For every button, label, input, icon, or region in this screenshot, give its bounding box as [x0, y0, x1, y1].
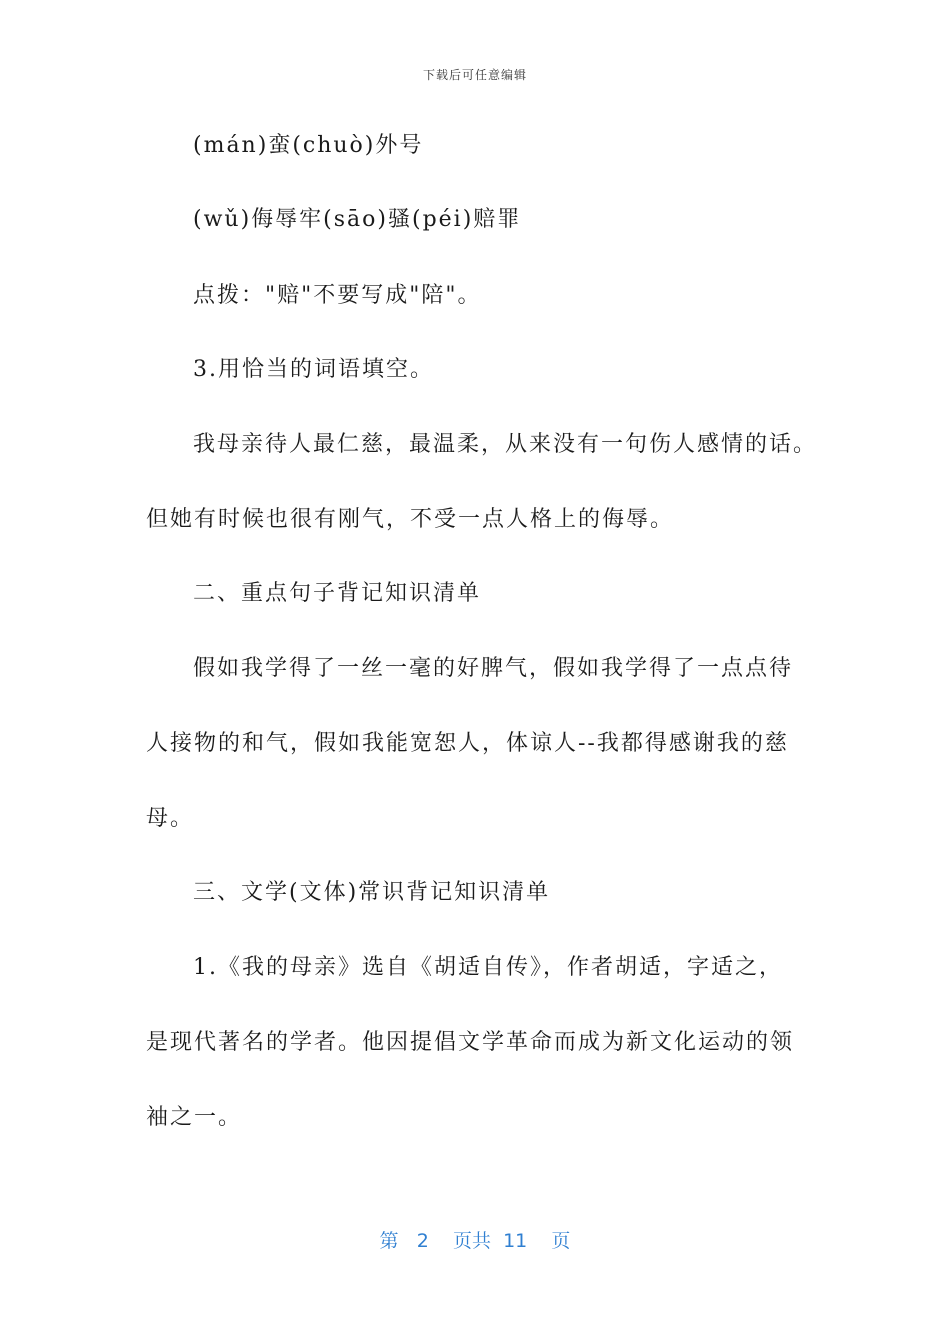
pinyin-line-1: (mán)蛮(chuò)外号: [193, 133, 424, 158]
footer-middle: 页共: [452, 1230, 491, 1252]
current-page-number: 2: [416, 1230, 429, 1252]
section-heading-3: 三、文学(文体)常识背记知识清单: [193, 880, 551, 905]
paragraph-line: 袖之一。: [146, 1105, 243, 1130]
paragraph-line: 1.《我的母亲》选自《胡适自传》，作者胡适，字适之，: [193, 955, 783, 980]
paragraph-line: 假如我学得了一丝一毫的好脾气，假如我学得了一点点待: [193, 656, 794, 681]
paragraph-line: 母。: [146, 806, 195, 831]
paragraph-line: 但她有时候也很有刚气，不受一点人格上的侮辱。: [146, 507, 675, 532]
total-pages-number: 11: [503, 1230, 528, 1252]
paragraph-line: 我母亲待人最仁慈，最温柔，从来没有一句伤人感情的话。: [193, 432, 818, 457]
exercise-heading: 3.用恰当的词语填空。: [193, 357, 434, 382]
pinyin-line-2: (wǔ)侮辱牢(sāo)骚(péi)赔罪: [193, 207, 522, 232]
tip-line: 点拨："赔"不要写成"陪"。: [193, 283, 482, 308]
paragraph-line: 是现代著名的学者。他因提倡文学革命而成为新文化运动的领: [146, 1030, 795, 1055]
footer-prefix: 第: [379, 1230, 399, 1252]
header-note: 下载后可任意编辑: [422, 68, 527, 82]
footer-suffix: 页: [551, 1230, 571, 1252]
paragraph-line: 人接物的和气，假如我能宽恕人，体谅人--我都得感谢我的慈: [146, 731, 789, 756]
section-heading-2: 二、重点句子背记知识清单: [193, 581, 482, 606]
page-footer: [0, 1226, 950, 1253]
